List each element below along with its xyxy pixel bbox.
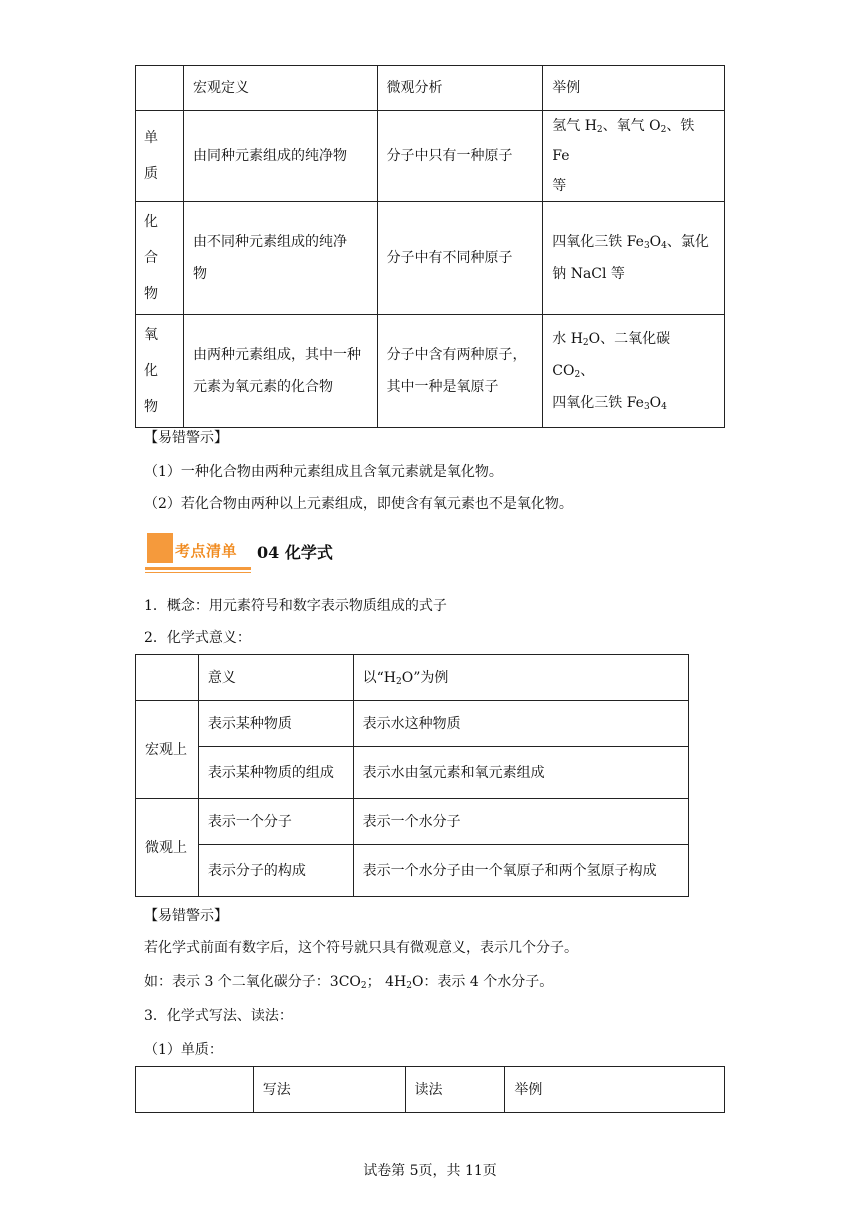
badge-underline-thin <box>145 572 251 573</box>
table-header-row <box>136 66 725 111</box>
header-example: 举例 <box>543 66 725 111</box>
micro-cell: 分子中只有一种原子 <box>377 111 543 202</box>
warning-item: （2）若化合物由两种以上元素组成，即使含有氧元素也不是氧化物。 <box>144 496 573 512</box>
macro-cell: 由不同种元素组成的纯净 物 <box>183 202 377 315</box>
example-cell: 氢气 $H_2$、氧气 $O_2$、铁 Fe 等 <box>543 111 725 202</box>
micro-cell: 分子中有不同种原子 <box>377 202 543 315</box>
row-label-compound: 化 合 物 <box>136 202 184 315</box>
example-cell: 表示一个水分子 <box>353 799 688 845</box>
meaning-cell: 表示一个分子 <box>198 799 353 845</box>
warning-item: （1）一种化合物由两种元素组成且含氧元素就是氧化物。 <box>144 464 503 480</box>
section-badge <box>145 533 251 575</box>
example-cell: 表示水这种物质 <box>353 701 688 747</box>
formula-meaning-table <box>135 654 689 897</box>
table-header-row <box>136 1067 725 1113</box>
example-cell: 表示水由氢元素和氧元素组成 <box>353 747 688 799</box>
table-row <box>136 111 725 202</box>
page-footer: 试卷第 5页，共 11页 <box>363 1163 497 1179</box>
micro-cell: 分子中含有两种原子， 其中一种是氧原子 <box>377 315 543 428</box>
group-label-macro: 宏观上 <box>136 701 199 799</box>
header-example: 以“$H_2O$”为例 <box>353 655 688 701</box>
header-example: 举例 <box>505 1067 725 1113</box>
header-micro-analysis: 微观分析 <box>377 66 543 111</box>
concept-line: 1．概念：用元素符号和数字表示物质组成的式子 <box>144 598 447 614</box>
example-cell: 四氧化三铁 $Fe_3O_4$、氯化 钠 NaCl 等 <box>543 202 725 315</box>
row-label-elementary-substance: 单 质 <box>136 111 184 202</box>
meaning-cell: 表示某种物质的组成 <box>198 747 353 799</box>
table-cell <box>136 1067 254 1113</box>
example-cell: 水 $H_2O$、二氧化碳 $CO_2$、 四氧化三铁 $Fe_3O_4$ <box>543 315 725 428</box>
warning-title: 【易错警示】 <box>144 430 228 446</box>
badge-square-icon <box>147 533 173 563</box>
table-cell <box>136 655 199 701</box>
substance-classification-table <box>135 65 725 428</box>
single-substance-title: （1）单质： <box>144 1042 223 1058</box>
warning-example-line: 如：表示 3 个二氧化碳分子：$3CO_2$； $4H_2O$：表示 4 个水分子。 <box>144 974 554 991</box>
table-row <box>136 202 725 315</box>
group-label-micro: 微观上 <box>136 799 199 897</box>
table-header-row <box>136 655 689 701</box>
table-cell <box>136 66 184 111</box>
example-cell: 表示一个水分子由一个氧原子和两个氢原子构成 <box>353 845 688 897</box>
section-title: 04 化学式 <box>257 543 333 562</box>
meaning-cell: 表示某种物质 <box>198 701 353 747</box>
warning-line: 若化学式前面有数字后，这个符号就只具有微观意义，表示几个分子。 <box>144 940 578 956</box>
badge-underline <box>145 567 251 570</box>
table-row <box>136 315 725 428</box>
header-meaning: 意义 <box>198 655 353 701</box>
table-row <box>136 747 689 799</box>
meaning-cell: 表示分子的构成 <box>198 845 353 897</box>
row-label-oxide: 氧 化 物 <box>136 315 184 428</box>
header-macro-definition: 宏观定义 <box>183 66 377 111</box>
meaning-title: 2．化学式意义： <box>144 630 251 646</box>
single-substance-table <box>135 1066 725 1113</box>
header-reading: 读法 <box>405 1067 505 1113</box>
writing-title: 3．化学式写法、读法： <box>144 1008 293 1024</box>
warning-title: 【易错警示】 <box>144 908 228 924</box>
table-row <box>136 701 689 747</box>
badge-label: 考点清单 <box>175 542 238 560</box>
table-row <box>136 845 689 897</box>
header-writing: 写法 <box>253 1067 405 1113</box>
macro-cell: 由两种元素组成，其中一种 元素为氧元素的化合物 <box>183 315 377 428</box>
table-row <box>136 799 689 845</box>
macro-cell: 由同种元素组成的纯净物 <box>183 111 377 202</box>
